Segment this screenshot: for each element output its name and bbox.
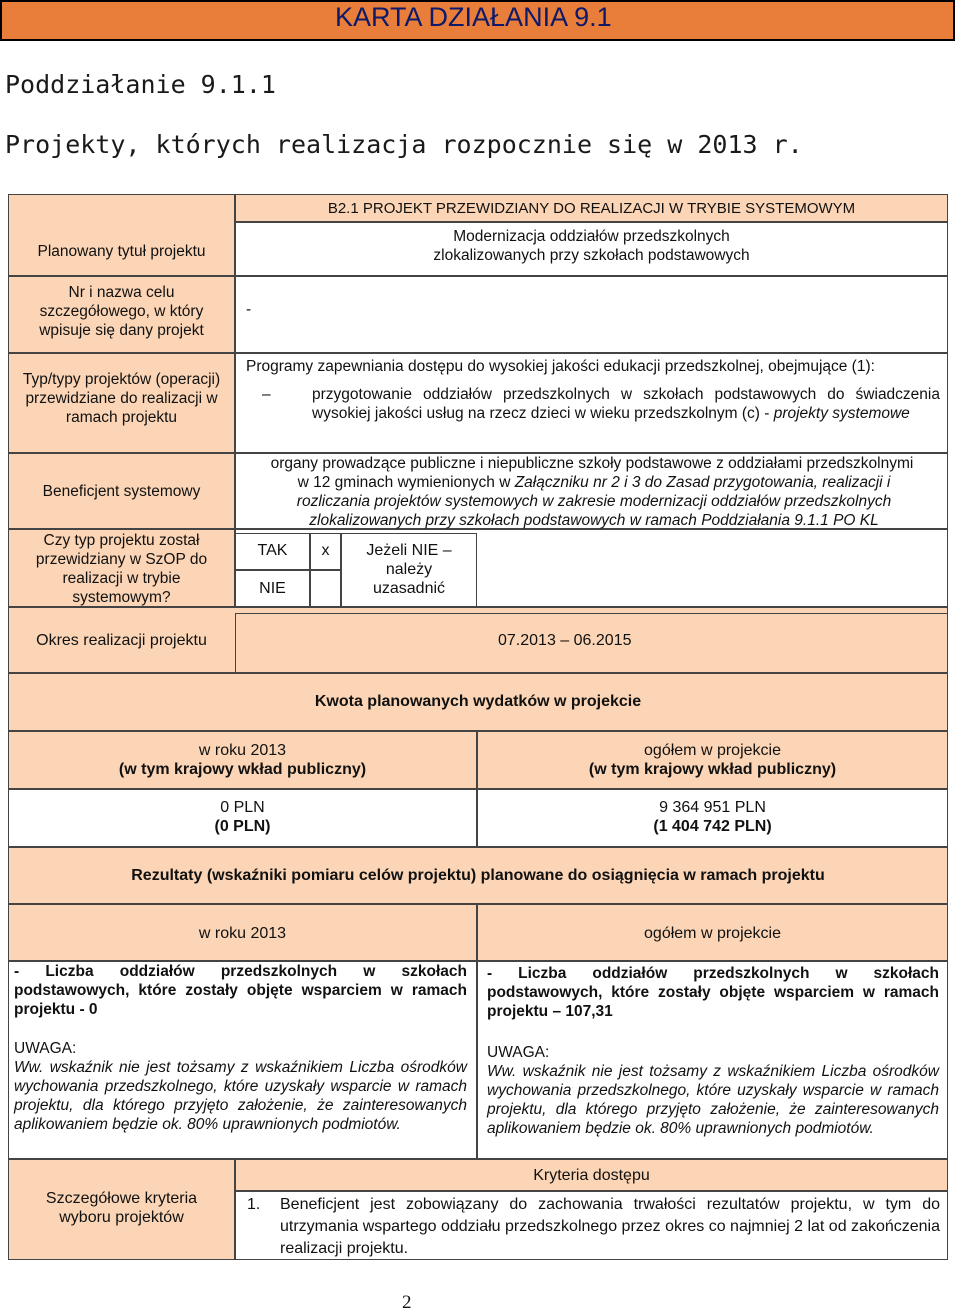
budget-val1-line2: (0 PLN) [214, 818, 271, 835]
tak-label: TAK [257, 542, 288, 559]
title-value-line2: zlokalizowanych przy szkołach podstawowych [433, 247, 750, 264]
indicator-total: - Liczba oddziałów przedszkolnych w szkołach podstawowych, które zostały objęte wsparciem w ramach projektu – 107,31 [487, 965, 939, 1020]
access-item-number: 1. [247, 1196, 261, 1213]
types-item-italic: projekty systemowe [773, 405, 910, 422]
beneficiary-line1: organy prowadzące publiczne i niepubliczne szkoły podstawowe z oddziałami przedszkolnymi [270, 455, 914, 472]
title-label-cell [8, 194, 235, 276]
budget-val1-line1: 0 PLN [220, 799, 265, 816]
nie-mark-cell [310, 570, 341, 607]
results-heading: Rezultaty (wskaźniki pomiaru celów projektu) planowane do osiągnięcia w ramach projektu [131, 867, 825, 884]
types-label: Typ/typy projektów (operacji) przewidziane do realizacji w ramach projektu [22, 371, 221, 426]
note-label-total: UWAGA: [487, 1044, 550, 1061]
access-item-text: Beneficjent jest zobowiązany do zachowania trwałości rezultatów projektu, w tym do utrzymania wspartego oddziału przedszkolnego przez okres co najmniej 2 lat od zakończenia realizacji projektu. [280, 1196, 940, 1257]
results-col2: ogółem w projekcie [644, 925, 781, 942]
period-value: 07.2013 – 06.2015 [498, 632, 632, 649]
budget-val2-line1: 9 364 951 PLN [659, 799, 766, 816]
goal-label: Nr i nazwa celu szczegółowego, w który wpisuje się dany projekt [39, 284, 204, 339]
tak-mark: x [321, 542, 330, 559]
budget-col2-line1: ogółem w projekcie [644, 742, 781, 759]
budget-col2-line2: (w tym krajowy wkład publiczny) [588, 761, 837, 778]
goal-value: - [246, 301, 252, 318]
beneficiary-line2-b: Załączniku nr 2 i 3 do Zasad przygotowania, realizacji i rozliczania projektów systemowych w zakresie modernizacji oddziałów przedszkolnych zlokalizowanych przy szkołach podstawowych w ramach Poddziałania 9.1.1 PO KL [296, 474, 892, 529]
page-number: 2 [402, 1292, 412, 1313]
budget-heading: Kwota planowanych wydatków w projekcie [314, 693, 642, 710]
subaction-title: Poddziałanie 9.1.1 [5, 70, 276, 99]
access-heading: Kryteria dostępu [533, 1167, 650, 1184]
types-bullet-dash: – [262, 386, 271, 403]
if-no-text: Jeżeli NIE – należy uzasadnić [366, 542, 452, 597]
period-label: Okres realizacji projektu [36, 632, 207, 649]
budget-val2-line2: (1 404 742 PLN) [653, 818, 772, 835]
szop-label: Czy typ projektu został przewidziany w SzOP do realizacji w trybie systemowym? [35, 532, 208, 606]
title-value-line1: Modernizacja oddziałów przedszkolnych [453, 228, 730, 245]
project-heading: B2.1 PROJEKT PRZEWIDZIANY DO REALIZACJI W TRYBIE SYSTEMOWYM [327, 200, 856, 217]
types-item [312, 385, 940, 423]
indicator-2013: - Liczba oddziałów przedszkolnych w szkołach podstawowych, które zostały objęte wsparciem w ramach projektu - 0 [14, 963, 467, 1018]
budget-col1-line2: (w tym krajowy wkład publiczny) [118, 761, 367, 778]
goal-value-cell [235, 276, 948, 353]
budget-col1-line1: w roku 2013 [198, 742, 287, 759]
types-item-text: przygotowanie oddziałów przedszkolnych w szkołach podstawowych do świadczenia wysokiej jakości usług na rzecz dzieci w wieku przedszkolnym (c) - [312, 386, 940, 422]
note-text-total: Ww. wskaźnik nie jest tożsamy z wskaźnikiem Liczba ośrodków wychowania przedszkolnego, które uzyskały wsparcie w ramach projektu, dla którego przyjęto założenie, że zainteresowanych aplikowaniem będzie ok. 80% uprawnionych podmiotów. [487, 1063, 939, 1137]
note-label-2013: UWAGA: [14, 1040, 77, 1057]
nie-label: NIE [259, 580, 286, 597]
note-text-2013: Ww. wskaźnik nie jest tożsamy z wskaźnikiem Liczba ośrodków wychowania przedszkolnego, które uzyskały wsparcie w ramach projektu, dla którego przyjęto założenie, że zainteresowanych aplikowaniem będzie ok. 80% uprawnionych podmiotów. [14, 1059, 467, 1133]
beneficiary-label: Beneficjent systemowy [42, 483, 201, 500]
beneficiary-line2-a: w 12 gminach wymienionych w [297, 474, 515, 491]
beneficiary-rest [268, 473, 920, 530]
title-banner [0, 0, 955, 41]
title-label: Planowany tytuł projektu [37, 243, 206, 260]
results-col1: w roku 2013 [198, 925, 287, 942]
section-subtitle: Projekty, których realizacja rozpocznie się w 2013 r. [5, 130, 803, 159]
criteria-label: Szczegółowe kryteria wyboru projektów [45, 1190, 198, 1226]
page-title: KARTA DZIAŁANIA 9.1 [335, 2, 612, 32]
types-intro: Programy zapewniania dostępu do wysokiej jakości edukacji przedszkolnej, obejmujące (1): [246, 358, 875, 375]
